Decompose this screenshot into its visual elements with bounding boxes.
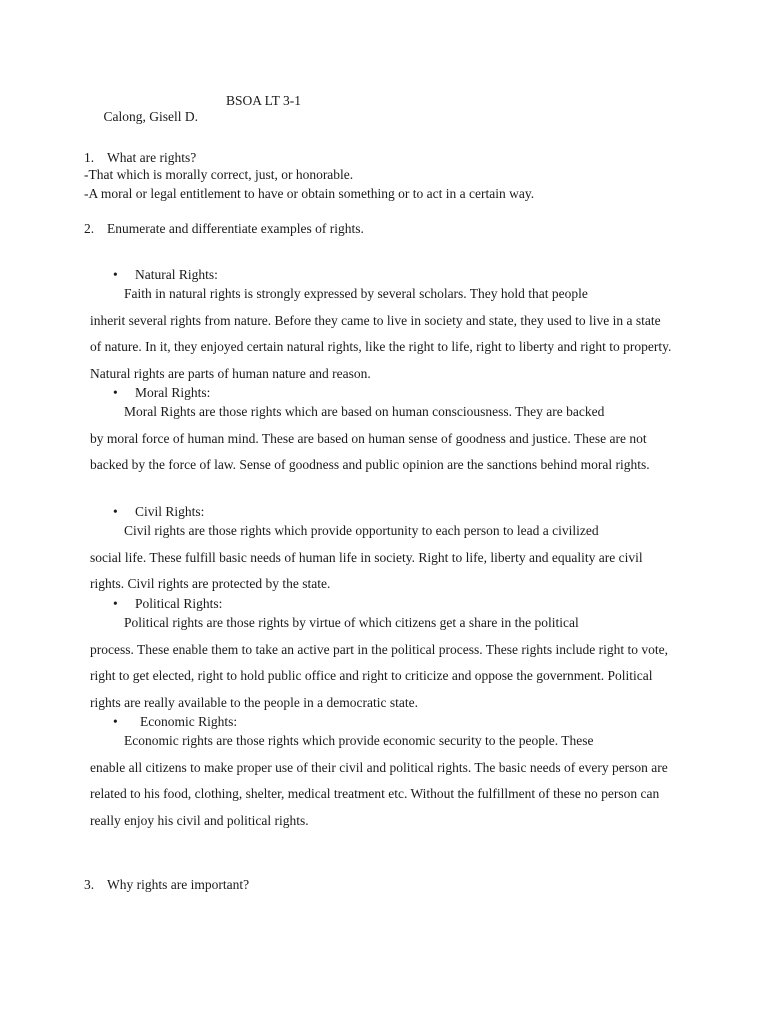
civil-rights-paragraph: [90, 518, 674, 598]
document-header: [90, 93, 302, 157]
q1-question: What are rights?: [107, 150, 197, 165]
natural-rights-heading: Natural Rights:: [135, 267, 218, 282]
paragraph-first-line: Moral Rights are those rights which are based on human consciousness. They are backed: [124, 404, 605, 419]
paragraph-body: by moral force of human mind. These are based on human sense of goodness and justice. These are not backed by the force of law. Sense of goodness and public opinion are the sanctions behind moral rights.: [90, 430, 650, 472]
paragraph-body: inherit several rights from nature. Before they came to live in society and state, they used to live in a state of nature. In it, they enjoyed certain natural rights, like the right to life, right to liberty and right to property. Natural rights are parts of human nature and reason.: [90, 312, 672, 381]
q1-answer-1: -That which is morally correct, just, or honorable.: [84, 167, 354, 182]
q3-number: 3.: [84, 877, 95, 892]
moral-rights-paragraph: [90, 399, 674, 479]
course-section: BSOA LT 3-1: [226, 93, 302, 108]
paragraph-body: social life. These fulfill basic needs of human life in society. Right to life, liberty and equality are civil rights. Civil rights are protected by the state.: [90, 549, 643, 591]
economic-rights-heading: Economic Rights:: [140, 714, 238, 729]
civil-rights-heading: Civil Rights:: [135, 504, 205, 519]
paragraph-first-line: Civil rights are those rights which provide opportunity to each person to lead a civilized: [124, 523, 599, 538]
student-name: Calong, Gisell D.: [103, 109, 198, 124]
political-rights-heading: Political Rights:: [135, 596, 223, 611]
political-rights-paragraph: [90, 610, 674, 716]
bullet-icon: •: [113, 385, 118, 400]
q2-question: Enumerate and differentiate examples of rights.: [107, 221, 364, 236]
paragraph-first-line: Economic rights are those rights which provide economic security to the people. These: [124, 733, 594, 748]
paragraph-body: process. These enable them to take an active part in the political process. These rights include right to vote, right to get elected, right to hold public office and right to criticize and oppose the government. Political rights are really available to the people in a democratic state.: [90, 641, 668, 710]
paragraph-first-line: Political rights are those rights by virtue of which citizens get a share in the political: [124, 615, 579, 630]
bullet-icon: •: [113, 267, 118, 282]
paragraph-first-line: Faith in natural rights is strongly expressed by several scholars. They hold that people: [124, 286, 588, 301]
natural-rights-paragraph: [90, 281, 674, 387]
q1-answer-2: -A moral or legal entitlement to have or obtain something or to act in a certain way.: [84, 186, 535, 201]
moral-rights-heading: Moral Rights:: [135, 385, 211, 400]
bullet-icon: •: [113, 596, 118, 611]
bullet-icon: •: [113, 504, 118, 519]
q1-number: 1.: [84, 150, 95, 165]
q3-question: Why rights are important?: [107, 877, 250, 892]
paragraph-body: enable all citizens to make proper use of their civil and political rights. The basic needs of every person are related to his food, clothing, shelter, medical treatment etc. Without the fulfillment of these no person can really enjoy his civil and political rights.: [90, 759, 668, 828]
economic-rights-paragraph: [90, 728, 674, 834]
bullet-icon: •: [113, 714, 118, 729]
q2-number: 2.: [84, 221, 95, 236]
